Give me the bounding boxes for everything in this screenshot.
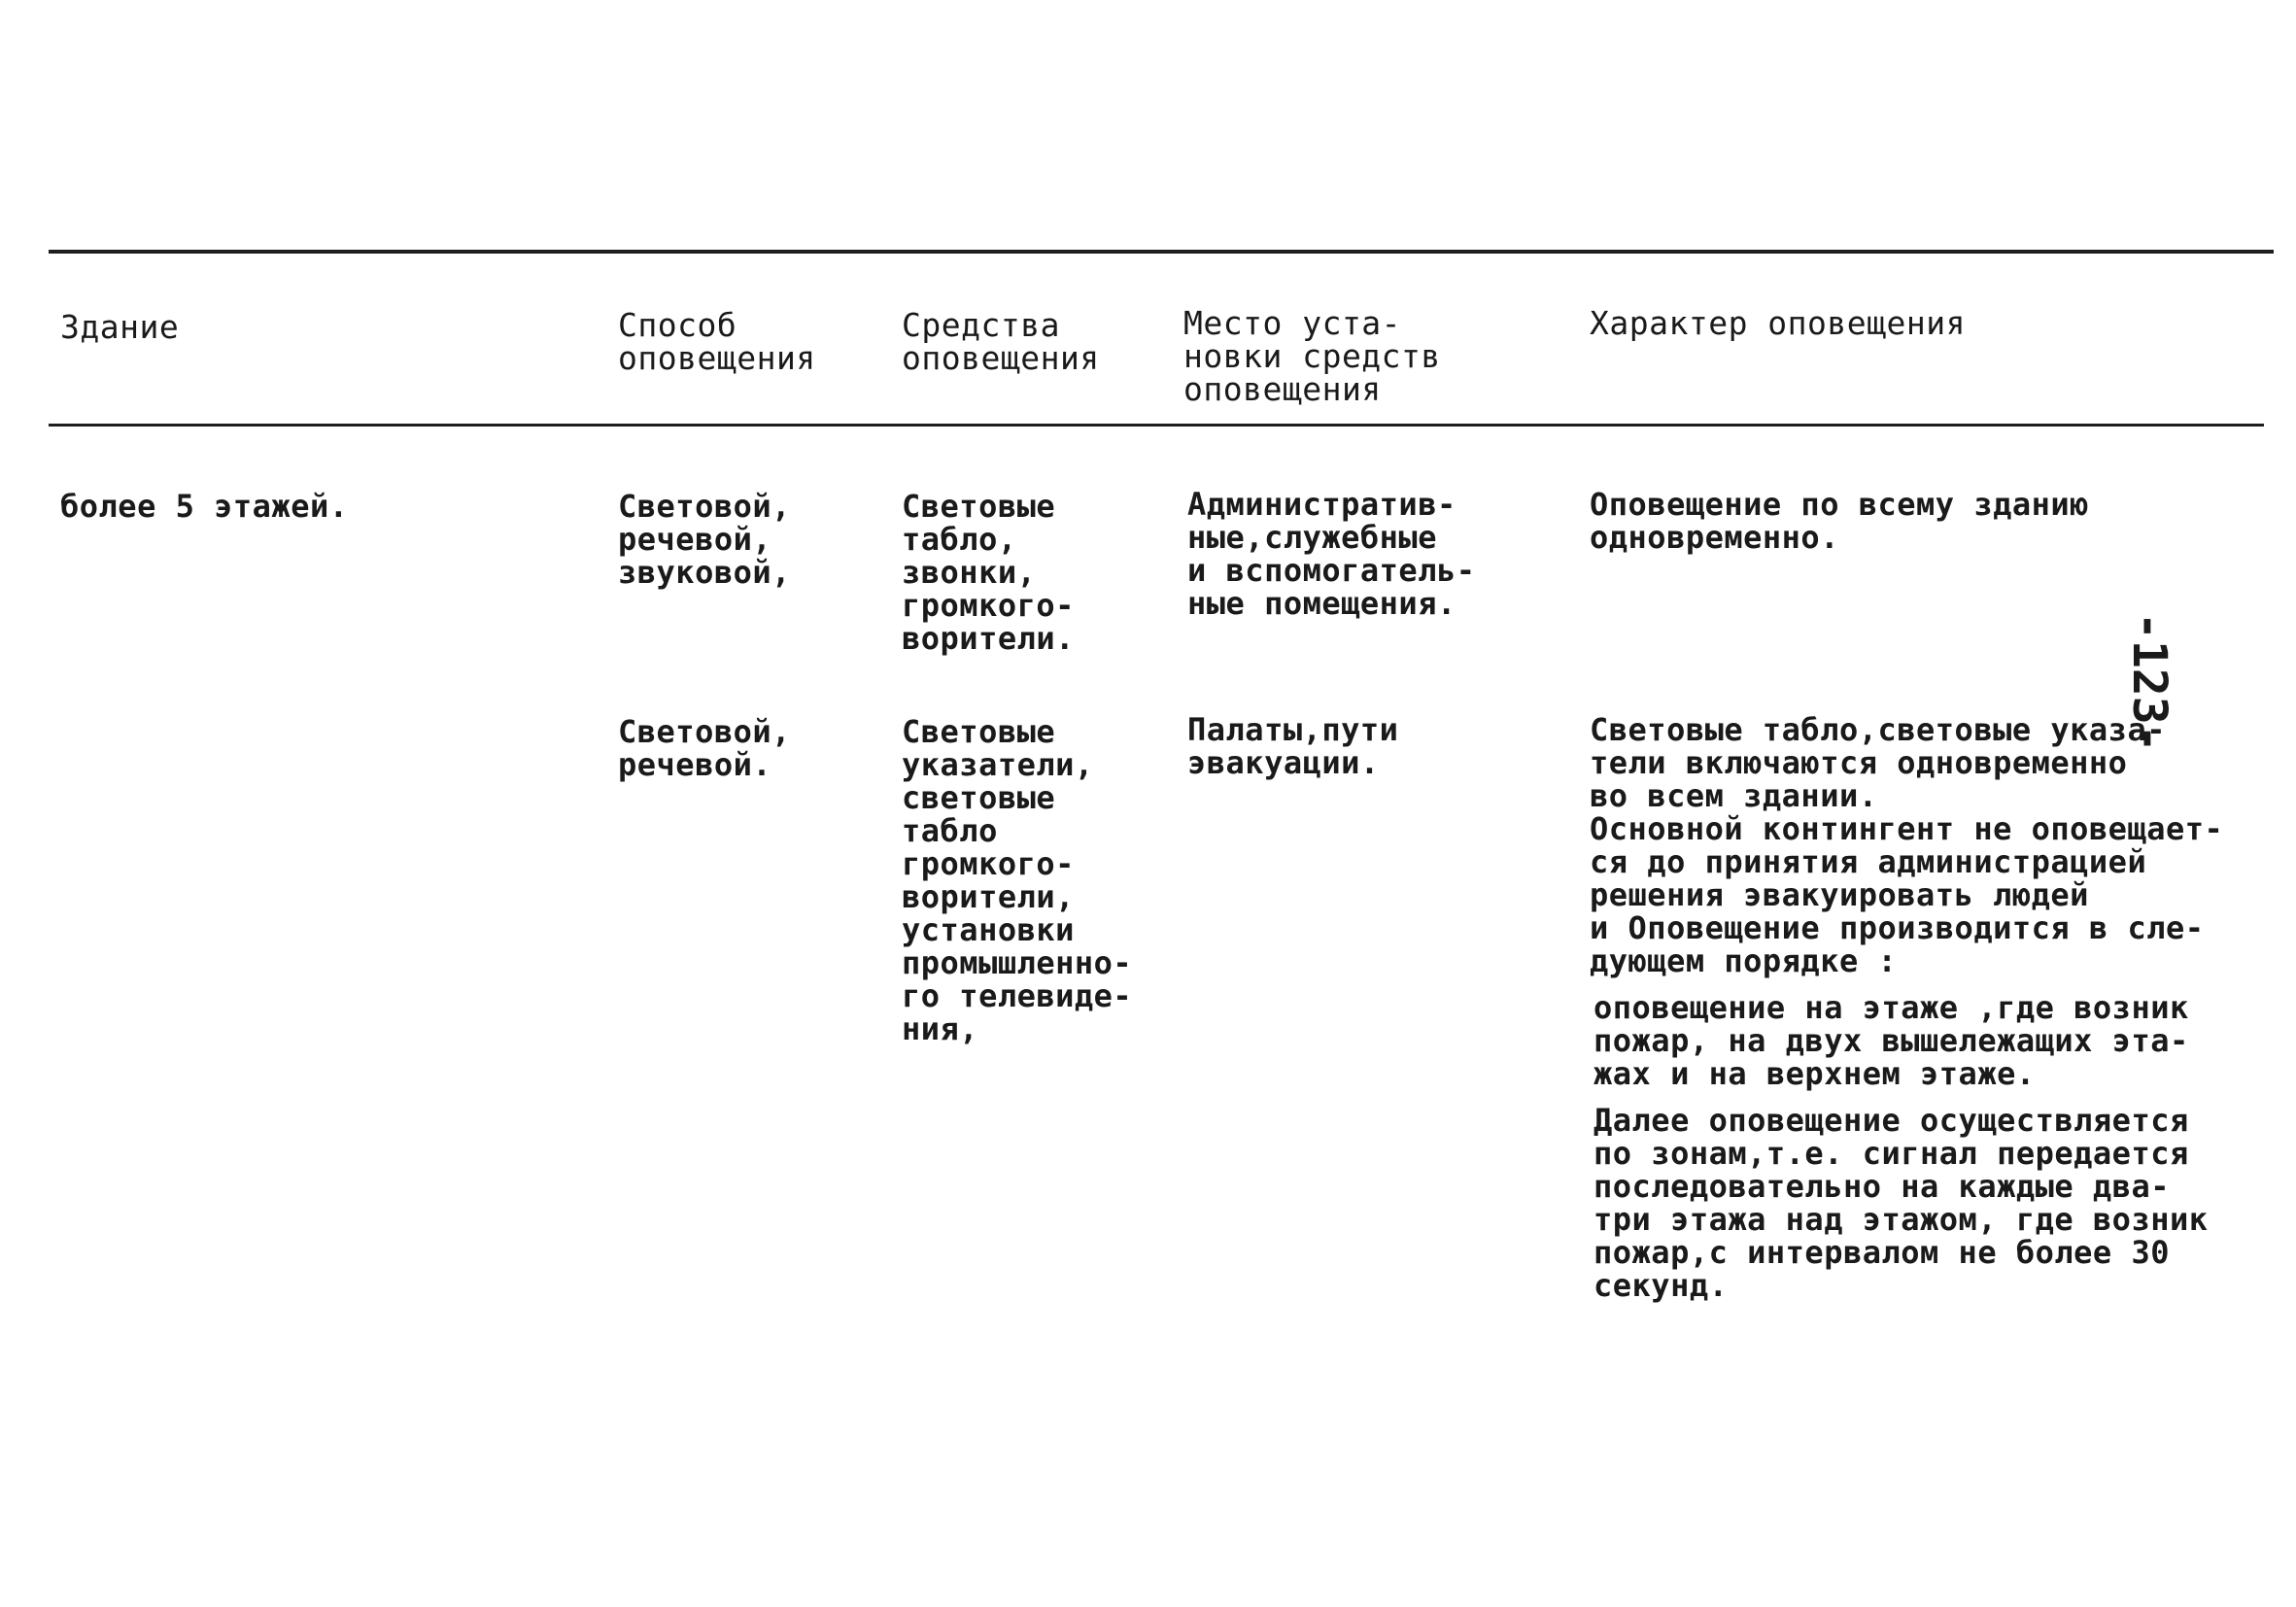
- header-character: Характер оповещения: [1590, 304, 1966, 342]
- row2-location: Палаты,пути эвакуации.: [1187, 711, 1399, 781]
- page-number: -123-: [2122, 612, 2176, 753]
- header-location: Место уста- новки средств оповещения: [1183, 304, 1441, 408]
- table-top-rule: [49, 250, 2274, 254]
- row1-method: Световой, речевой, звуковой,: [618, 488, 791, 591]
- row1-means: Световые табло, звонки, громкого- ворители.: [902, 488, 1075, 657]
- row2-method: Световой, речевой.: [618, 713, 791, 783]
- row2-character-p2: оповещение на этаже ,где возник пожар, на двух вышележащих эта- жах и на верхнем этаже.: [1593, 989, 2189, 1092]
- header-building: Здание: [60, 308, 180, 346]
- row1-location: Административ- ные,служебные и вспомогатель- ные помещения.: [1187, 486, 1476, 622]
- header-method: Способ оповещения: [618, 306, 816, 377]
- row1-character: Оповещение по всему зданию одновременно.: [1590, 486, 2089, 556]
- header-means: Средства оповещения: [902, 306, 1100, 377]
- row2-character-p1: Световые табло,световые указа- тели включаются одновременно во всем здании. Основной контингент не оповещает- ся до принятия администрацией решения эвакуировать людей и Оповещение производится в сле- дующем порядке :: [1590, 711, 2224, 979]
- row1-building: более 5 этажей.: [60, 488, 349, 525]
- table-header-rule: [49, 424, 2264, 427]
- row2-character-p3: Далее оповещение осуществляется по зонам,т.е. сигнал передается последовательно на каждые два- три этажа над этажом, где возник пожар,с интервалом не более 30 секунд.: [1593, 1102, 2209, 1304]
- row2-means: Световые указатели, световые табло громкого- ворители, установки промышленно- го телевиде- ния,: [902, 713, 1133, 1047]
